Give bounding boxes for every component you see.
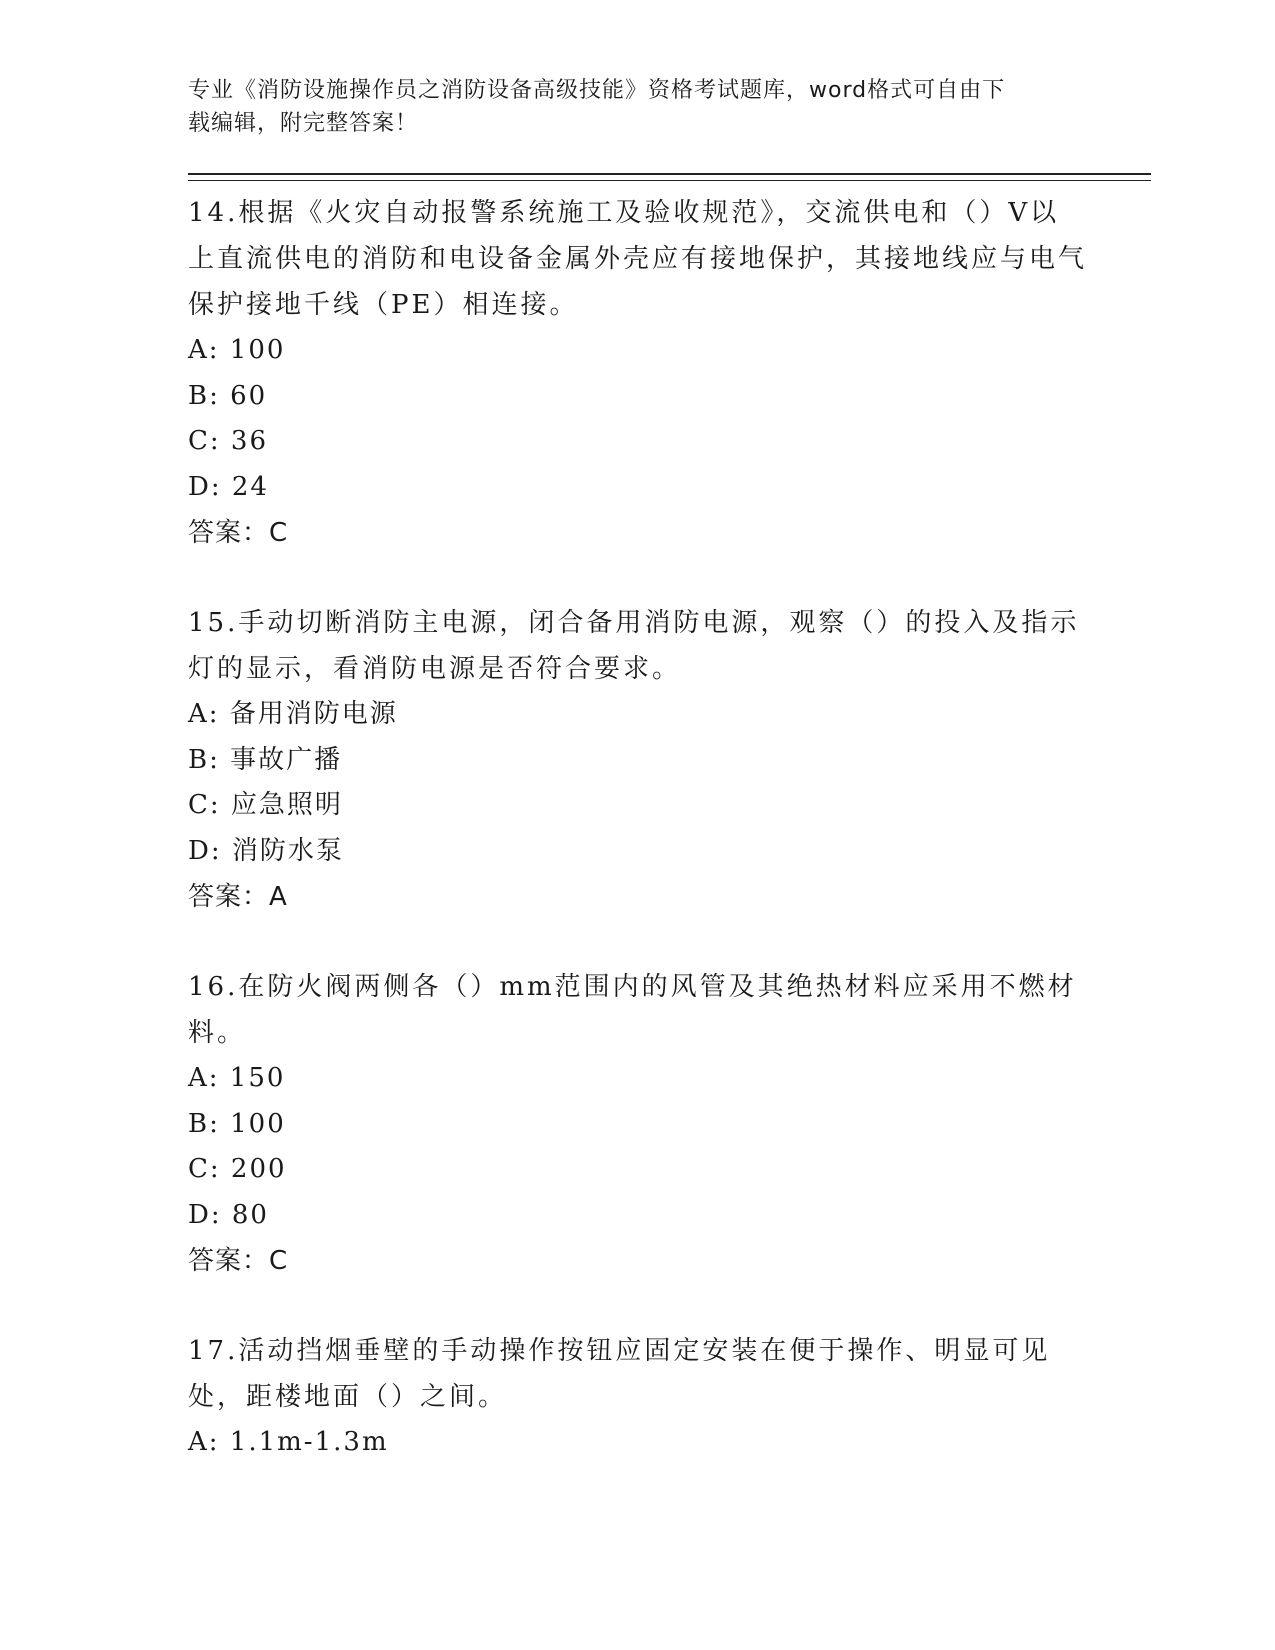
question-17 [188, 1328, 1088, 1466]
question-list [188, 190, 1088, 1510]
option-d: D: 消防水泵 [188, 835, 344, 866]
answer-label: 答案：C [188, 1246, 289, 1276]
option-a: A: 150 [188, 1063, 286, 1093]
option-d: D: 80 [188, 1199, 269, 1230]
option-c: C: 200 [188, 1154, 287, 1184]
header-divider-thin [188, 180, 1151, 181]
question-stem: 14.根据《火灾自动报警系统施工及验收规范》，交流供电和（）V以上直流供电的消防和电设备金属外壳应有接地保护，其接地线应与电气保护接地千线（PE）相连接。 [188, 198, 1088, 320]
header-divider-thick [188, 173, 1151, 175]
question-stem: 16.在防火阀两侧各（）mm范围内的风管及其绝热材料应采用不燃材料。 [188, 972, 1077, 1048]
option-a: A: 100 [188, 335, 286, 365]
header-line-2: 载编辑，附完整答案！ [188, 111, 419, 136]
document-header [188, 74, 1068, 140]
option-b: B: 60 [188, 380, 268, 411]
header-line-1: 专业《消防设施操作员之消防设备高级技能》资格考试题库，word格式可自由下 [188, 78, 1006, 103]
option-a: A: 1.1m-1.3m [188, 1427, 389, 1457]
question-15 [188, 600, 1088, 920]
question-16 [188, 964, 1088, 1284]
option-b: B: 100 [188, 1108, 286, 1139]
option-b: B: 事故广播 [188, 744, 343, 775]
option-d: D: 24 [188, 471, 269, 502]
answer-label: 答案：C [188, 518, 289, 548]
option-a: A: 备用消防电源 [188, 699, 398, 729]
question-stem: 17.活动挡烟垂壁的手动操作按钮应固定安装在便于操作、明显可见处，距楼地面（）之间。 [188, 1336, 1051, 1412]
answer-label: 答案：A [188, 882, 288, 912]
question-14 [188, 190, 1088, 556]
option-c: C: 应急照明 [188, 790, 343, 820]
option-c: C: 36 [188, 426, 269, 456]
question-stem: 15.手动切断消防主电源，闭合备用消防电源，观察（）的投入及指示灯的显示，看消防电源是否符合要求。 [188, 608, 1080, 684]
